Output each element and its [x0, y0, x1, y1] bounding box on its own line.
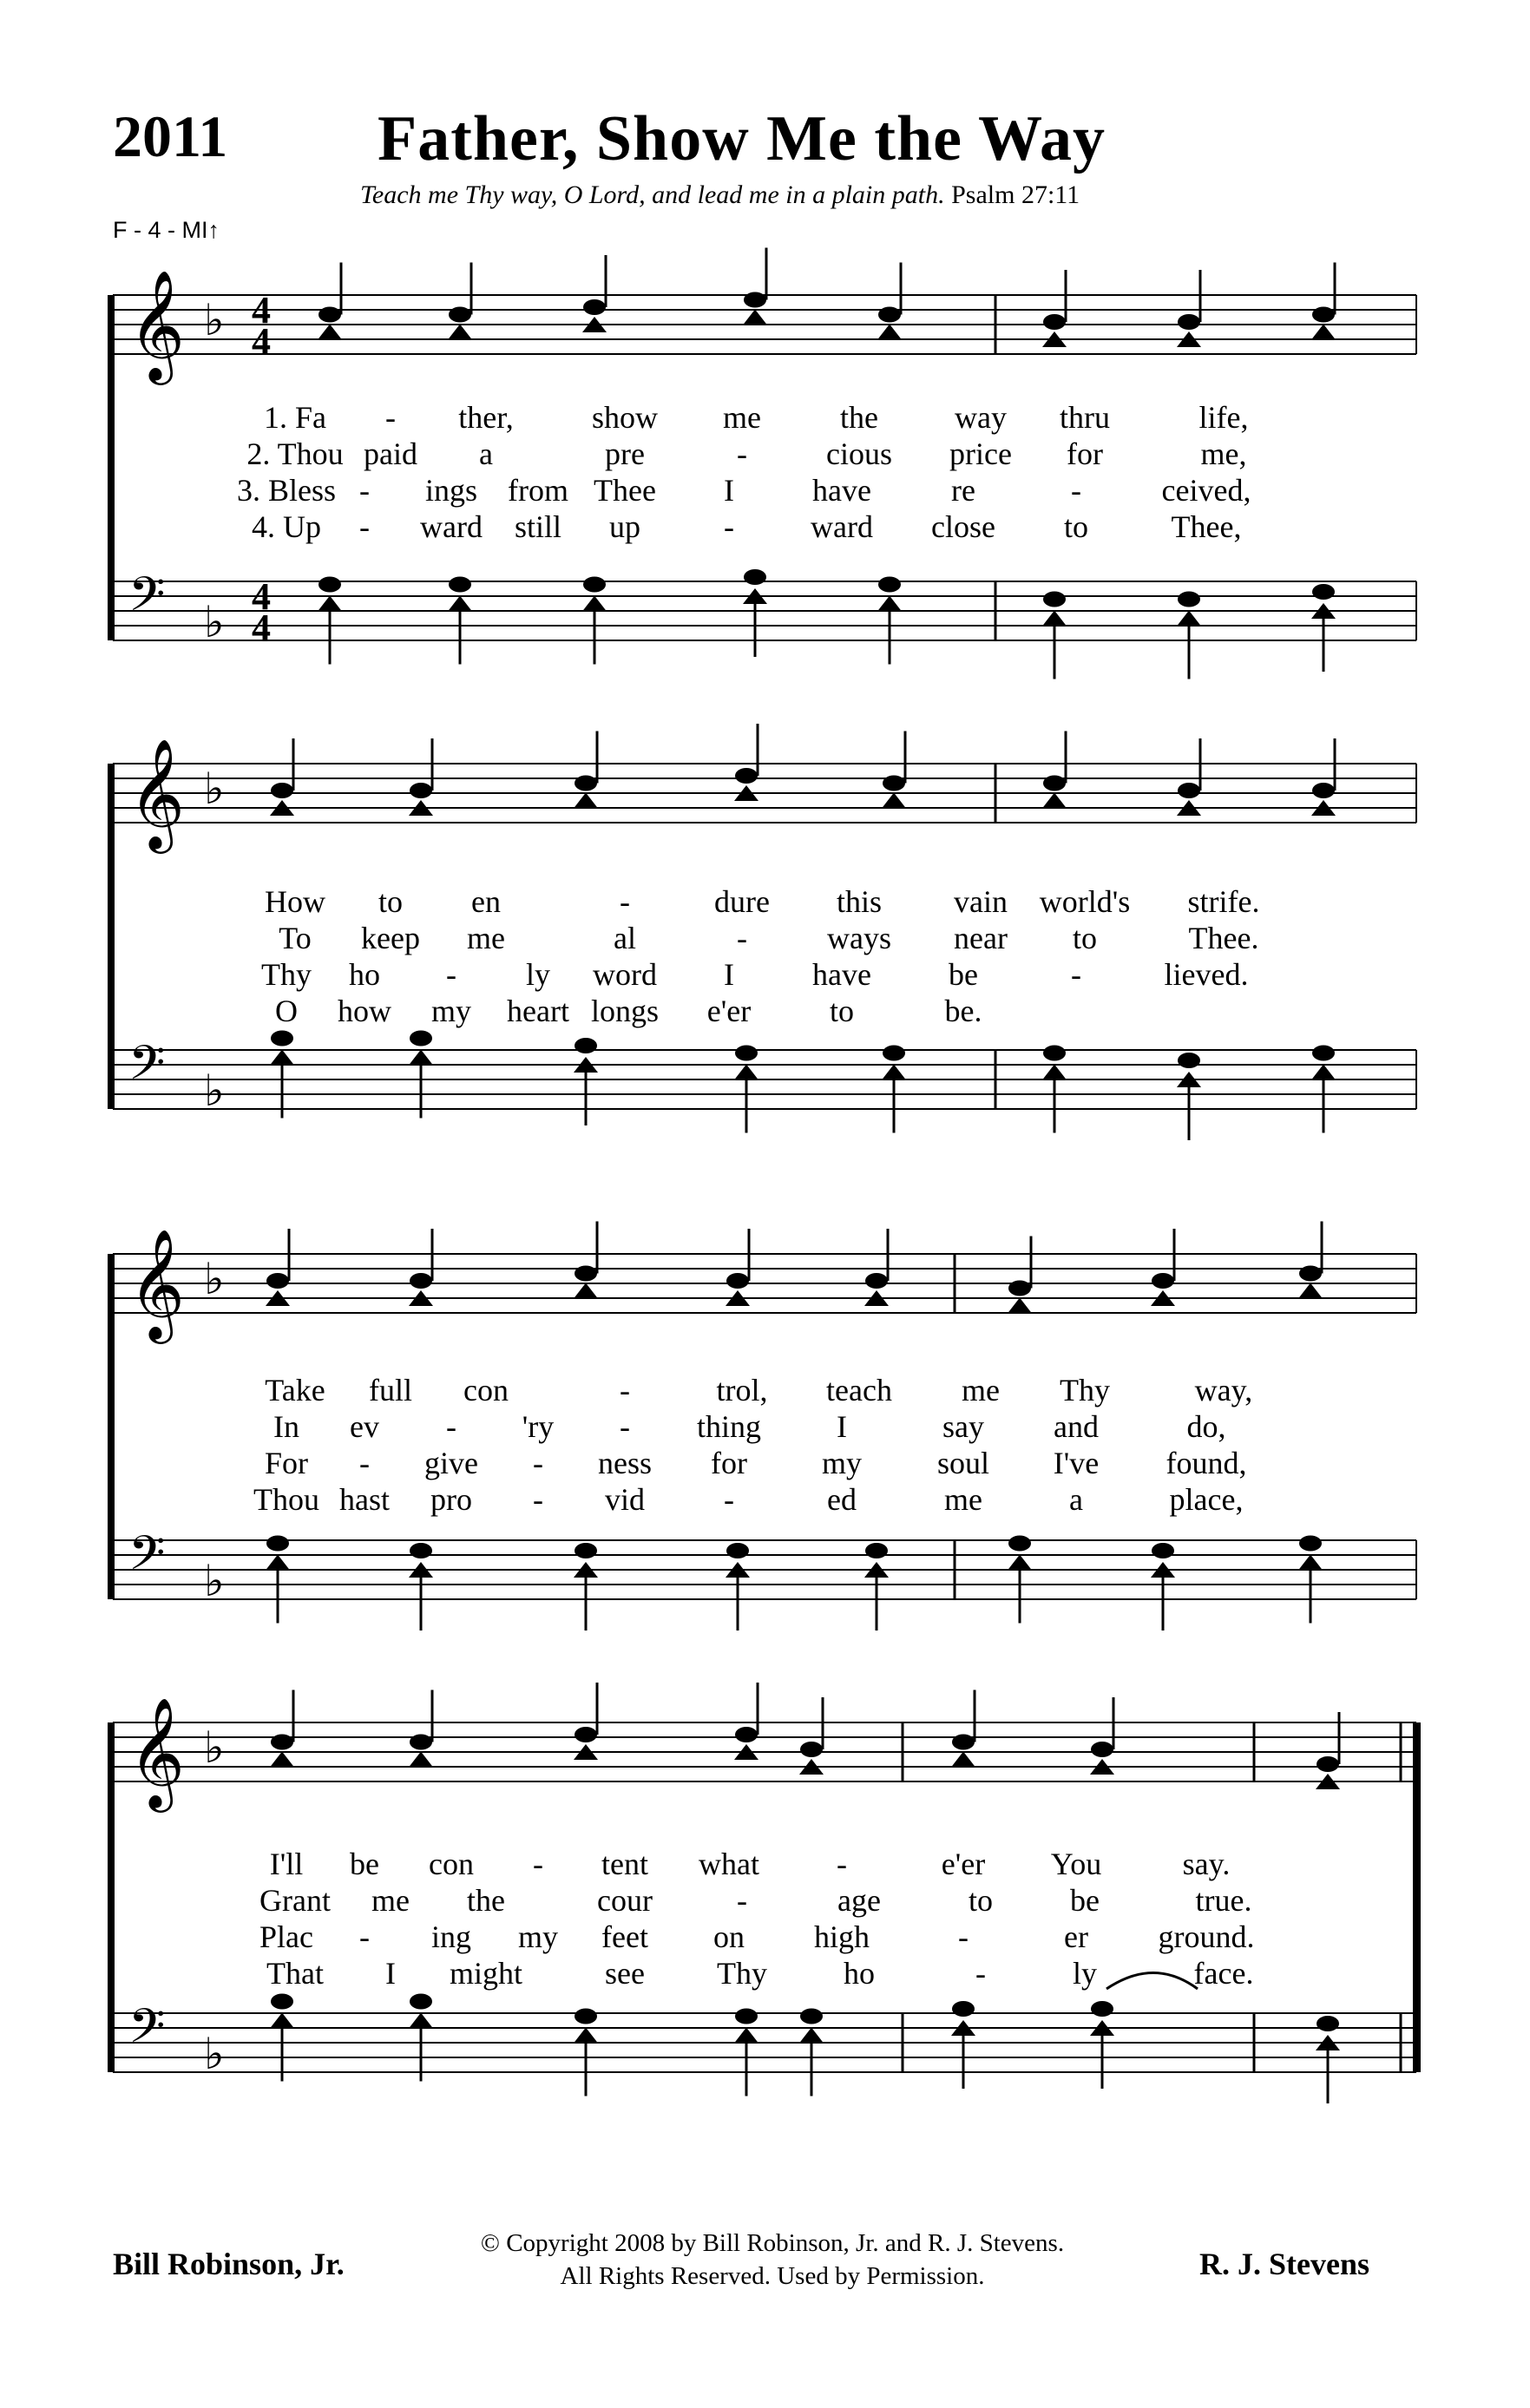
note-head [1178, 783, 1200, 798]
note-head [410, 783, 432, 798]
lyric-syllable: e'er [706, 994, 752, 1028]
note-head [882, 1065, 906, 1080]
lyric-syllable: I [385, 1956, 396, 1991]
lyric-syllable: I [724, 957, 734, 992]
note-head [448, 325, 472, 340]
note-head [1043, 592, 1066, 607]
note-head [270, 1752, 294, 1768]
note-head [1043, 314, 1066, 330]
note-head [1317, 1756, 1339, 1772]
lyric-syllable: To [279, 921, 312, 955]
note-head [410, 1543, 432, 1558]
lyric-syllable: For [264, 1446, 309, 1480]
note-head [883, 1046, 905, 1061]
lyric-syllable: 2. Thou [246, 436, 344, 471]
key-info: F - 4 - MI↑ [113, 217, 220, 243]
note-head [574, 2028, 598, 2044]
note-head [409, 1752, 433, 1768]
note-head [448, 596, 472, 612]
lyric-syllable: con [463, 1373, 509, 1407]
note-head [1042, 611, 1067, 627]
note-head [409, 2013, 433, 2029]
lyric-syllable: on [713, 1919, 745, 1954]
note-head [575, 1266, 597, 1282]
hymn-number: 2011 [113, 103, 228, 169]
note-head [270, 2013, 294, 2029]
lyric-syllable: high [813, 1919, 870, 1954]
lyric-syllable: to [829, 994, 855, 1028]
lyric-syllable: - [359, 509, 370, 544]
lyric-syllable: found, [1166, 1446, 1247, 1480]
lyric-syllable: 'ry [522, 1409, 555, 1444]
note-head [1298, 1283, 1323, 1299]
lyric-syllable: - [446, 957, 456, 992]
lyric-syllable: how [338, 994, 391, 1028]
note-head [1008, 1555, 1032, 1571]
note-head [1311, 325, 1336, 340]
lyric-syllable: ings [424, 473, 478, 508]
treble-clef-icon: 𝄞 [128, 1696, 186, 1808]
lyric-syllable: trol, [716, 1373, 768, 1407]
lyric-syllable: hast [339, 1482, 390, 1517]
lyric-syllable: vid [604, 1482, 646, 1517]
lyric-syllable: - [737, 921, 747, 955]
lyric-syllable: lieved. [1164, 957, 1249, 992]
note-head [865, 1273, 888, 1289]
lyric-syllable: ther, [458, 400, 514, 435]
lyric-syllable: Thy [1060, 1373, 1110, 1407]
lyric-syllable: ness [598, 1446, 652, 1480]
lyric-syllable: way [955, 400, 1007, 435]
note-head [409, 1050, 433, 1066]
lyric-syllable: price [949, 436, 1012, 471]
lyric-syllable: to [1063, 509, 1089, 544]
note-head [865, 1543, 888, 1558]
note-head [266, 1536, 289, 1552]
lyric-syllable: - [620, 1409, 630, 1444]
staff-bass-2 [113, 1035, 1416, 1116]
lyric-syllable: longs [590, 994, 660, 1028]
composer-credit: R. J. Stevens [1199, 2247, 1369, 2281]
note-head [744, 292, 766, 308]
lyric-syllable: to [378, 884, 404, 919]
lyric-syllable: ly [525, 957, 551, 992]
lyric-syllable: - [533, 1847, 543, 1881]
lyric-syllable: do, [1186, 1409, 1226, 1444]
note-head [878, 307, 901, 323]
key-signature-flat-icon: ♭ [204, 597, 225, 647]
note-head [1177, 611, 1201, 627]
time-signature-top: 4 [252, 575, 271, 618]
staff-treble-4 [113, 1696, 1416, 1813]
note-head [575, 1727, 597, 1742]
lyric-syllable: full [369, 1373, 412, 1407]
lyric-syllable: Thee, [1171, 509, 1242, 544]
staff-treble-2 [113, 738, 1416, 854]
lyric-syllable: give [424, 1446, 478, 1480]
note-head [744, 569, 766, 585]
lyric-syllable: - [620, 1373, 630, 1407]
note-head [1042, 1065, 1067, 1080]
bass-clef-icon: 𝄢 [128, 567, 166, 633]
lyric-syllable: heart [507, 994, 569, 1028]
note-head [734, 2028, 758, 2044]
lyric-syllable: en [471, 884, 501, 919]
lyric-syllable: - [533, 1482, 543, 1517]
lyric-syllable: In [273, 1409, 299, 1444]
lyric-syllable: teach [826, 1373, 892, 1407]
note-head [574, 793, 598, 809]
lyric-syllable: How [265, 884, 325, 919]
lyric-syllable: I've [1053, 1446, 1100, 1480]
lyric-syllable: life, [1198, 400, 1249, 435]
lyric-syllable: Thy [717, 1956, 767, 1991]
lyric-syllable: up [609, 509, 640, 544]
lyric-syllable: 4. Up [252, 509, 321, 544]
lyric-syllable: be [1070, 1883, 1100, 1918]
lyric-syllable: - [446, 1409, 456, 1444]
note-head [735, 2009, 758, 2024]
treble-clef-icon: 𝄞 [128, 738, 186, 849]
note-head [1178, 592, 1200, 607]
lyric-syllable: tent [601, 1847, 648, 1881]
note-head [877, 325, 902, 340]
lyric-syllable: - [975, 1956, 986, 1991]
note-head [1008, 1281, 1031, 1296]
note-head [734, 1065, 758, 1080]
key-signature-flat-icon: ♭ [204, 1254, 225, 1304]
key-signature-flat-icon: ♭ [204, 1722, 225, 1773]
lyric-syllable: pro [430, 1482, 472, 1517]
scripture-quote: Teach me Thy way, O Lord, and lead me in a plain path. [360, 180, 945, 209]
lyric-syllable: this [836, 884, 883, 919]
note-head [575, 2009, 597, 2024]
note-head [883, 776, 905, 791]
note-head [951, 1752, 975, 1768]
note-head [882, 793, 906, 809]
key-signature-flat-icon: ♭ [204, 764, 225, 814]
lyric-syllable: ing [430, 1919, 472, 1954]
lyric-syllable: the [467, 1883, 505, 1918]
note-head [735, 1046, 758, 1061]
lyric-syllable: thru [1060, 400, 1110, 435]
lyric-syllable: Thee. [1188, 921, 1259, 955]
note-head [410, 1994, 432, 2010]
lyric-syllable: Thou [253, 1482, 319, 1517]
lyric-syllable: what [699, 1847, 759, 1881]
hymn-title: Father, Show Me the Way [378, 103, 1106, 174]
time-signature-bottom: 4 [252, 607, 271, 649]
lyric-syllable: Take [265, 1373, 325, 1407]
lyric-syllable: me [944, 1482, 982, 1517]
lyric-syllable: be. [944, 994, 982, 1028]
lyric-syllable: Thy [261, 957, 312, 992]
lyric-syllable: show [591, 400, 659, 435]
note-head [1298, 1555, 1323, 1571]
lyric-syllable: near [954, 921, 1008, 955]
note-head [1178, 1053, 1200, 1068]
lyric-syllable: - [737, 1883, 747, 1918]
lyric-syllable: ground. [1158, 1919, 1255, 1954]
lyric-syllable: con [429, 1847, 474, 1881]
note-head [1008, 1536, 1031, 1552]
lyric-syllable: Thee [594, 473, 656, 508]
staff-treble-3 [113, 1228, 1416, 1344]
lyric-syllable: have [812, 957, 871, 992]
note-head [410, 1273, 432, 1289]
note-head [271, 1994, 293, 2010]
lyric-syllable: world's [1039, 884, 1131, 919]
lyric-syllable: dure [714, 884, 770, 919]
key-signature-flat-icon: ♭ [204, 1556, 225, 1606]
scripture-reference: Psalm 27:11 [951, 180, 1080, 209]
note-head [1091, 1742, 1113, 1757]
lyric-syllable: way, [1194, 1373, 1253, 1407]
note-head [1312, 1046, 1335, 1061]
final-barline [1413, 1722, 1421, 2072]
lyric-syllable: cour [597, 1883, 653, 1918]
lyric-syllable: word [593, 957, 657, 992]
lyric-syllable: I [837, 1409, 847, 1444]
note-head [1043, 1046, 1066, 1061]
time-signature-top: 4 [252, 289, 271, 331]
note-head [1008, 1298, 1032, 1314]
lyric-syllable: 3. Bless [236, 473, 337, 508]
note-head [271, 1031, 293, 1047]
lyric-syllable: - [359, 1919, 370, 1954]
note-head [449, 307, 471, 323]
lyric-syllable: to [1072, 921, 1098, 955]
lyric-syllable: strife. [1187, 884, 1260, 919]
note-head [266, 1273, 289, 1289]
lyric-syllable: my [821, 1446, 863, 1480]
key-signature-flat-icon: ♭ [204, 2029, 225, 2079]
note-head [878, 577, 901, 593]
lyric-syllable: al [614, 921, 636, 955]
lyric-syllable: to [968, 1883, 994, 1918]
lyric-syllable: O [275, 994, 298, 1028]
lyric-syllable: have [812, 473, 871, 508]
lyric-syllable: e'er [941, 1847, 986, 1881]
note-head [271, 783, 293, 798]
lyric-syllable: I [724, 473, 734, 508]
lyric-syllable: be [350, 1847, 379, 1881]
note-head [1152, 1543, 1174, 1558]
lyric-syllable: and [1054, 1409, 1099, 1444]
lyric-syllable: pre [605, 436, 645, 471]
lyric-syllable: place, [1169, 1482, 1244, 1517]
lyric-syllable: - [724, 509, 734, 544]
note-head [1178, 314, 1200, 330]
note-head [318, 577, 341, 593]
lyric-syllable: - [620, 884, 630, 919]
lyric-syllable: me [371, 1883, 410, 1918]
note-head [582, 596, 607, 612]
note-head [735, 1727, 758, 1742]
lyric-syllable: - [1071, 473, 1081, 508]
lyric-syllable: - [359, 473, 370, 508]
lyric-syllable: true. [1195, 1883, 1252, 1918]
lyric-syllable: close [931, 509, 995, 544]
time-signature-bottom: 4 [252, 320, 271, 363]
lyric-syllable: - [385, 400, 396, 435]
note-head [449, 577, 471, 593]
lyric-syllable: re [951, 473, 975, 508]
lyric-syllable: age [837, 1883, 881, 1918]
lyric-syllable: ho [844, 1956, 875, 1991]
lyric-syllable: - [958, 1919, 969, 1954]
lyric-syllable: ways [827, 921, 891, 955]
lyric-syllable: thing [696, 1409, 762, 1444]
author-credit: Bill Robinson, Jr. [113, 2247, 345, 2281]
lyric-syllable: - [724, 1482, 734, 1517]
note-head [1042, 793, 1067, 809]
note-head [270, 1050, 294, 1066]
note-head [1043, 776, 1066, 791]
lyric-syllable: the [840, 400, 878, 435]
lyric-syllable: You [1050, 1847, 1102, 1881]
lyric-syllable: Plac [259, 1919, 313, 1954]
treble-clef-icon: 𝄞 [128, 269, 186, 380]
note-head [318, 596, 342, 612]
note-head [735, 768, 758, 784]
note-head [318, 307, 341, 323]
lyric-syllable: from [508, 473, 568, 508]
lyric-syllable: see [605, 1956, 645, 1991]
lyric-syllable: ly [1072, 1956, 1098, 1991]
note-head [952, 2001, 975, 2017]
lyric-syllable: ho [349, 957, 380, 992]
lyric-syllable: vain [954, 884, 1008, 919]
note-head [410, 1735, 432, 1750]
lyric-syllable: still [514, 509, 562, 544]
treble-clef-icon: 𝄞 [128, 1228, 186, 1339]
note-head [743, 310, 767, 325]
note-head [1317, 2016, 1339, 2031]
lyric-syllable: a [479, 436, 493, 471]
lyric-syllable: ward [420, 509, 483, 544]
note-head [575, 1543, 597, 1558]
note-head [1312, 783, 1335, 798]
lyric-syllable: I'll [269, 1847, 304, 1881]
note-head [726, 1273, 749, 1289]
lyric-syllable: ward [811, 509, 873, 544]
lyric-syllable: feet [601, 1919, 648, 1954]
lyric-syllable: - [1071, 957, 1081, 992]
lyric-syllable: ed [827, 1482, 857, 1517]
note-head [1312, 307, 1335, 323]
note-head [410, 1031, 432, 1047]
lyric-syllable: - [737, 436, 747, 471]
copyright-line-2: All Rights Reserved. Used by Permission. [560, 2262, 985, 2290]
note-head [583, 577, 606, 593]
slur-mark [1106, 1973, 1198, 1990]
lyric-syllable: me, [1200, 436, 1247, 471]
lyric-syllable: face. [1193, 1956, 1254, 1991]
lyric-syllable: me [467, 921, 505, 955]
lyric-syllable: - [359, 1446, 370, 1480]
bass-clef-icon: 𝄢 [128, 1998, 166, 2065]
bass-clef-icon: 𝄢 [128, 1526, 166, 1592]
note-head [574, 1283, 598, 1299]
lyric-syllable: me [723, 400, 761, 435]
lyric-syllable: soul [936, 1446, 990, 1480]
key-signature-flat-icon: ♭ [204, 1066, 225, 1116]
note-head [575, 776, 597, 791]
lyric-syllable: That [266, 1956, 324, 1991]
note-head [800, 2009, 823, 2024]
note-head [799, 2028, 824, 2044]
note-head [1299, 1536, 1322, 1552]
lyric-syllable: paid [364, 436, 417, 471]
note-head [1311, 1065, 1336, 1080]
note-head [266, 1555, 290, 1571]
copyright-line-1: © Copyright 2008 by Bill Robinson, Jr. and R. J. Stevens. [480, 2229, 1065, 2257]
lyric-syllable: 1. Fa [264, 400, 326, 435]
note-head [271, 1735, 293, 1750]
note-head [952, 1735, 975, 1750]
note-head [583, 299, 606, 315]
lyric-syllable: say [942, 1409, 984, 1444]
lyric-syllable: me [962, 1373, 1000, 1407]
lyric-syllable: be [949, 957, 978, 992]
key-signature-flat-icon: ♭ [204, 295, 225, 345]
note-head [575, 1038, 597, 1053]
note-head [318, 325, 342, 340]
lyric-syllable: for [1067, 436, 1103, 471]
copyright-notice [408, 2227, 1137, 2293]
lyric-syllable: keep [361, 921, 420, 955]
note-head [800, 1742, 823, 1757]
lyric-syllable: for [711, 1446, 747, 1480]
bass-clef-icon: 𝄢 [128, 1035, 166, 1102]
lyric-syllable: - [837, 1847, 847, 1881]
note-head [726, 1543, 749, 1558]
lyric-syllable: say. [1182, 1847, 1231, 1881]
lyric-syllable: a [1069, 1482, 1083, 1517]
lyric-syllable: er [1064, 1919, 1088, 1954]
lyric-syllable: cious [826, 436, 892, 471]
lyric-syllable: my [430, 994, 472, 1028]
lyric-syllable: Grant [259, 1883, 331, 1918]
lyric-syllable: might [449, 1956, 523, 1991]
note-head [877, 596, 902, 612]
note-head [1312, 584, 1335, 600]
staff-bass-4 [113, 1998, 1416, 2079]
note-head [1152, 1273, 1174, 1289]
note-head [1091, 2001, 1113, 2017]
note-head [1299, 1266, 1322, 1282]
lyric-syllable: ceived, [1161, 473, 1251, 508]
lyric-syllable: my [517, 1919, 559, 1954]
staff-treble-1 [113, 269, 1416, 385]
lyric-syllable: ev [350, 1409, 379, 1444]
lyric-syllable: - [533, 1446, 543, 1480]
staff-bass-3 [113, 1526, 1416, 1606]
